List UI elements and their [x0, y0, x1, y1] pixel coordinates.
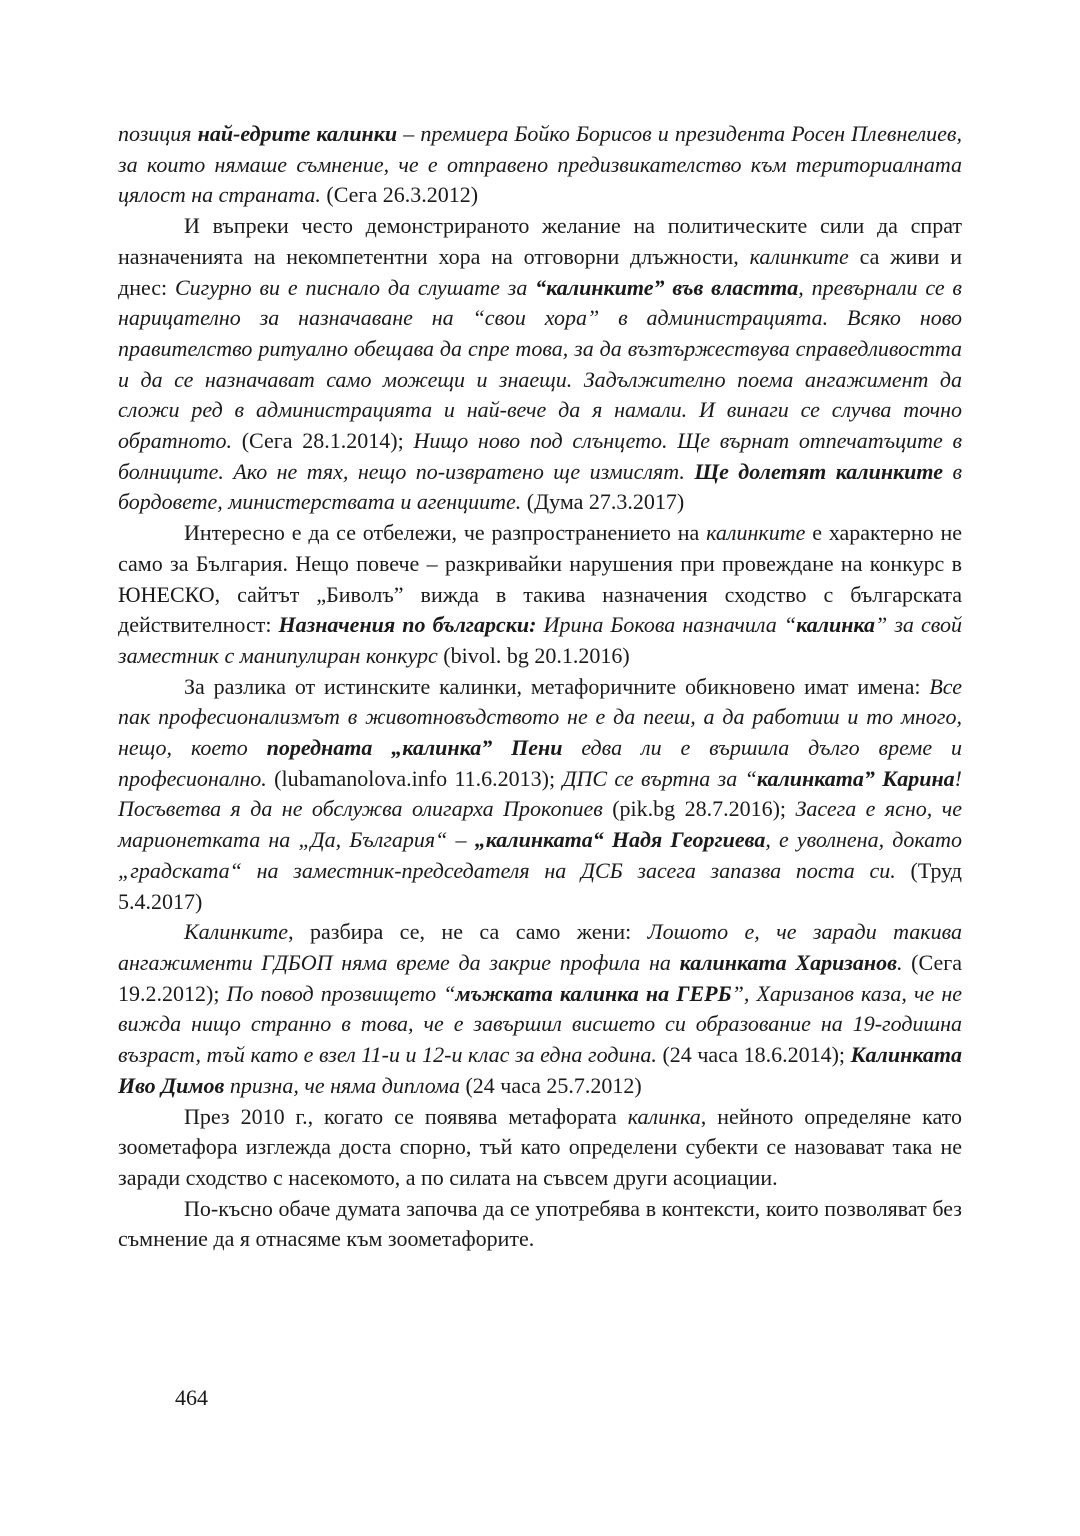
text-run: , нейното определяне като зоометафора изглежда доста спорно, тъй като определени субекти се назовават така не заради сходство с насекомото, а по силата на съвсем други асоциации.	[118, 1103, 962, 1190]
text-run: (Дума 27.3.2017)	[521, 489, 685, 515]
paragraph	[118, 518, 962, 672]
text-run: И въпреки често демонстрираното желание на политическите сили да спрат назначенията на некомпетентни хора на отговорни длъжности,	[118, 213, 962, 269]
text-run: е характерно не само за България. Нещо повече – разкривайки нарушения при провеждане на конкурс в ЮНЕСКО, сайтът „Биволъ” вижда в такива назначения сходство с българската действителност:	[118, 520, 963, 638]
paragraph	[118, 672, 962, 918]
emphasized-term: Калинката Иво Димов	[118, 1042, 962, 1098]
quoted-text: Лошото е, че заради такива ангажименти ГДБОП няма време да закрие профила на	[118, 919, 962, 975]
text-run: (Труд 5.4.2017)	[118, 857, 962, 914]
quoted-text: – премиера Бойко Борисов и президента Росен Плевнелиев, за които нямаше съмнение, че е отправено предизвикателство към териториалната цялост на страната.	[118, 121, 962, 208]
quoted-text: калинките	[749, 243, 849, 269]
text-run: (24 часа 18.6.2014);	[656, 1042, 851, 1068]
body-text	[118, 119, 962, 1255]
emphasized-term: поредната „калинка” Пени	[266, 735, 563, 761]
text-run: , разбира се, не са само жени:	[288, 919, 648, 945]
paragraph	[118, 211, 962, 518]
text-run: (lubamanolova.info 11.6.2013);	[266, 765, 563, 791]
quoted-text: Сигурно ви е писнало да слушате за	[175, 274, 536, 300]
quoted-text: ” за свой заместник с манипулиран конкурс	[118, 612, 963, 668]
emphasized-term: калинката Харизанов	[679, 949, 897, 975]
text-run: (Сега 28.1.2014);	[231, 428, 414, 454]
text-run: По-късно обаче думата започва да се употребява в контексти, които позволяват без съмнение да я отнасяме към зоометафорите.	[118, 1195, 962, 1252]
page-number: 464	[175, 1385, 208, 1410]
quoted-text: позиция	[118, 121, 198, 146]
text-run: са живи и днес:	[118, 243, 962, 300]
emphasized-term: “калинките” във властта	[535, 274, 799, 300]
quoted-text: Нищо ново под слънцето. Ще върнат отпечатъците в болниците. Ако не тях, нещо по-извратено ще измислят.	[118, 428, 963, 484]
quoted-text: .	[896, 949, 903, 975]
paragraph	[118, 1102, 962, 1194]
paragraph	[118, 119, 962, 211]
emphasized-term: най-едрите калинки	[197, 121, 398, 146]
text-run: (Сега 19.2.2012);	[118, 949, 962, 1006]
quoted-text: ”, Харизанов каза, че не вижда нищо странно в това, че е завършил висшето си образование на 19-годишна възраст, тъй като е взел 11-и и 12-и клас за една година.	[118, 980, 962, 1068]
emphasized-term: „калинката“ Надя Георгиева	[474, 827, 766, 853]
quoted-text: в бордовете, министерствата и агенциите.	[118, 458, 962, 515]
emphasized-term: мъжката калинка на ГЕРБ	[455, 980, 732, 1006]
emphasized-term: Ще долетят калинките	[694, 458, 944, 484]
quoted-text: ДПС се въртна за “	[562, 765, 757, 791]
text-run: (bivol. bg 20.1.2016)	[437, 642, 630, 668]
emphasized-term: Назначения по български:	[278, 612, 537, 638]
text-run: За разлика от истинските калинки, метафоричните обикновено имат имена:	[184, 673, 930, 699]
text-run: (Сега 26.3.2012)	[320, 182, 479, 208]
quoted-text: , е уволнена, докато „градската“ на заместник-председателя на ДСБ засега запазва поста си.	[118, 827, 962, 883]
quoted-text: Ирина Бокова назначила “	[536, 612, 797, 638]
emphasized-term: калинката” Карина	[756, 765, 955, 791]
text-run: Интересно е да се отбележи, че разпространението на	[184, 520, 707, 546]
emphasized-term: калинка	[796, 612, 876, 638]
quoted-text: призна, че няма диплома	[224, 1072, 460, 1098]
paragraph	[118, 917, 962, 1101]
quoted-text: ! Посъветва я да не обслужва олигарха Прокопиев	[118, 765, 962, 822]
quoted-text: Засега е ясно, че марионетката на „Да, България“ –	[118, 796, 962, 853]
quoted-text: , превърнали се в нарицателно за назначаване на “свои хора” в администрацията. Всяко ново правителство ритуално обещава да спре това, за да възтържествува справедливостта и да се назначават само можещи и знаещи. Задължително поема ангажимент да сложи ред в администрацията и най-вече да я намали. И винаги се случва точно обратното.	[118, 274, 962, 454]
text-run: (24 часа 25.7.2012)	[459, 1072, 642, 1098]
quoted-text: калинка	[627, 1103, 701, 1129]
quoted-text: Калинките	[184, 919, 289, 945]
text-run: През 2010 г., когато се появява метафората	[184, 1103, 628, 1129]
quoted-text: Все пак професионализмът в животновъдството не е да пееш, а да работиш и то много, нещо, което	[118, 673, 962, 761]
quoted-text: калинките	[706, 520, 806, 546]
quoted-text: едва ли е вършила дълго време и професионално.	[118, 735, 962, 791]
paragraph	[118, 1194, 962, 1255]
text-run: (pik.bg 28.7.2016);	[602, 796, 796, 822]
quoted-text: По повод прозвището “	[226, 980, 456, 1006]
